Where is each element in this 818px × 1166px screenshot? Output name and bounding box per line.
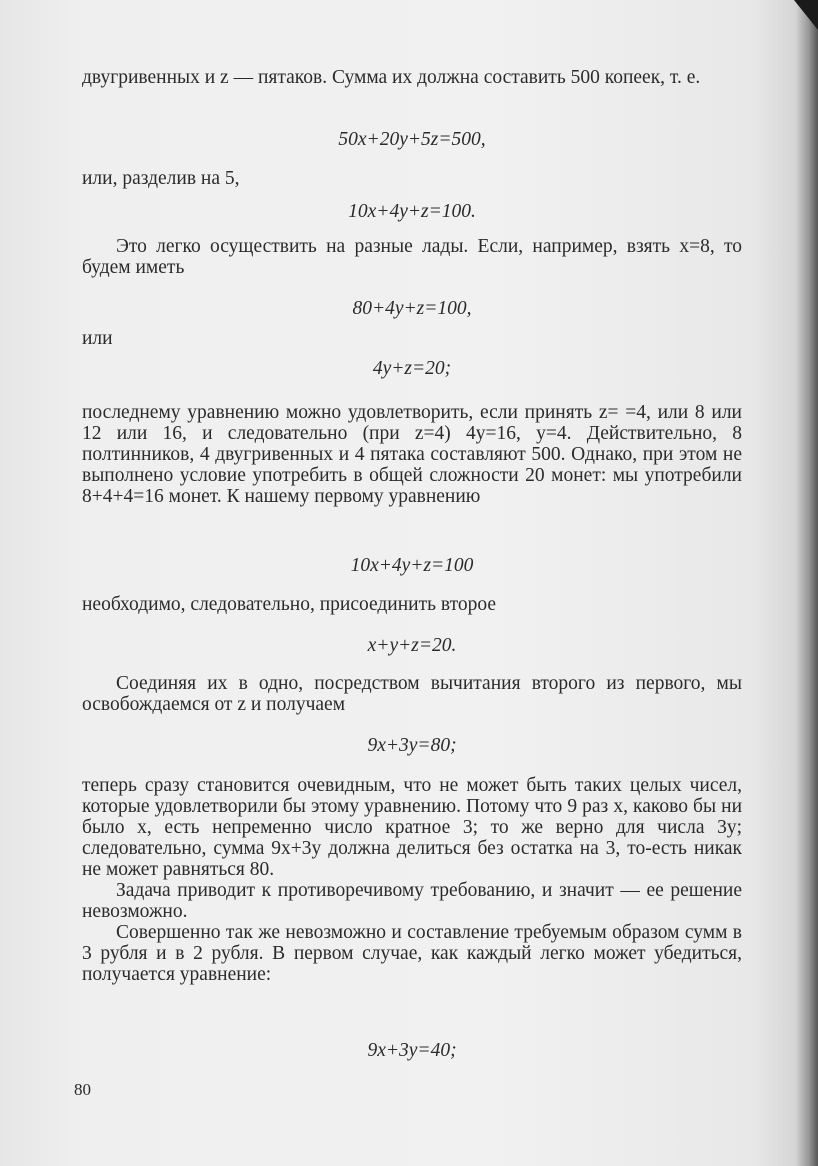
formula: 9x+3y=80; bbox=[367, 735, 457, 756]
page-number: 80 bbox=[74, 1080, 91, 1099]
formula: 50x+20y+5z=500, bbox=[338, 129, 486, 150]
text-block-2 bbox=[82, 168, 742, 189]
formula: 10x+4y+z=100. bbox=[348, 201, 476, 222]
paragraph: или, разделив на 5, bbox=[82, 168, 240, 189]
text-block-5 bbox=[82, 402, 742, 507]
paragraph: Это легко осуществить на разные лады. Если, например, взять x=8, то будем иметь bbox=[82, 236, 742, 278]
paragraph: необходимо, следовательно, присоединить второе bbox=[82, 594, 497, 615]
formula: 10x+4y+z=100 bbox=[350, 555, 474, 576]
text-block-3 bbox=[82, 236, 742, 278]
formula: 9x+3y=40; bbox=[367, 1040, 457, 1061]
formula: 80+4y+z=100, bbox=[352, 298, 472, 319]
text-block-1 bbox=[82, 67, 742, 88]
paragraph: или bbox=[82, 328, 113, 349]
paragraph: Соединяя их в одно, посредством вычитания второго из первого, мы освобождаемся от z и получаем bbox=[82, 673, 742, 715]
text-block-4 bbox=[82, 328, 742, 349]
text-block-8 bbox=[82, 775, 742, 985]
text-block-7 bbox=[82, 673, 742, 715]
paragraph: двугривенных и z — пятаков. Сумма их должна составить 500 копеек, т. е. bbox=[82, 67, 701, 88]
formula: x+y+z=20. bbox=[367, 635, 457, 656]
page-edge-shadow bbox=[796, 0, 818, 1166]
paragraph: Совершенно так же невозможно и составление требуемым образом сумм в 3 рубля и в 2 рубля. В первом случае, как каждый легко может убедиться, получается уравнение: bbox=[82, 922, 742, 985]
paragraph: Задача приводит к противоречивому требованию, и значит — ее решение невозможно. bbox=[82, 880, 742, 922]
text-block-6 bbox=[82, 594, 742, 615]
formula: 4y+z=20; bbox=[372, 358, 452, 379]
paragraph: последнему уравнению можно удовлетворить, если принять z= =4, или 8 или 12 или 16, и следовательно (при z=4) 4y=16, y=4. Действительно, 8 полтинников, 4 двугривенных и 4 пятака составляют 500. Однако, при этом не выполнено условие употребить в общей сложности 20 монет: мы употребили 8+4+4=16 монет. К нашему первому уравнению bbox=[82, 402, 742, 507]
paragraph: теперь сразу становится очевидным, что не может быть таких целых чисел, которые удовлетворили бы этому уравнению. Потому что 9 раз x, каково бы ни было x, есть непременно число кратное 3; то же верно для числа 3y; следовательно, сумма 9x+3y должна делиться без остатка на 3, то-есть никак не может равняться 80. bbox=[82, 775, 742, 880]
